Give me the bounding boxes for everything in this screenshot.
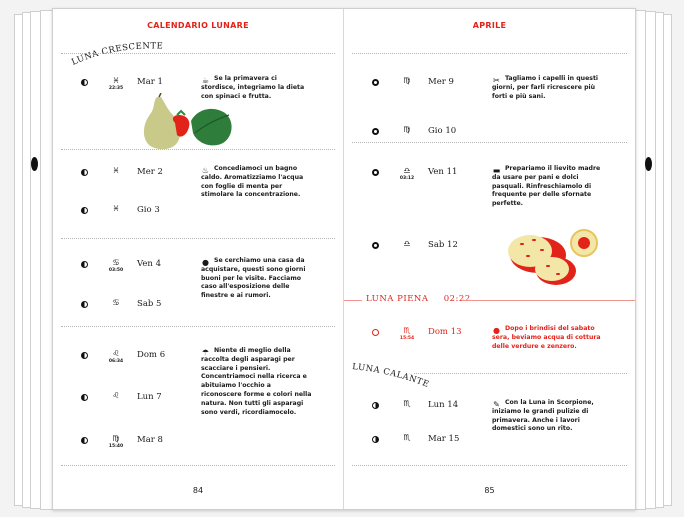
bread-icon: ▬ [492,166,501,175]
tip-text: Prepariamo il lievito madre da usare per pani e dolci pasquali. Rinfreschiamolo di frequente per delle sfornate perfette. [492,165,601,208]
day-label: Ven 4 [137,259,161,269]
zodiac-sign-icon: ♏ [403,326,411,335]
right-page-turn-tab[interactable] [645,157,652,171]
pear-strawberry-spinach-illustration [135,93,245,153]
day-label: Dom 6 [137,350,166,360]
scissors-icon: ✂ [493,76,500,85]
coin-icon: ● [202,258,209,267]
cup-icon: ☕ [201,76,210,85]
tip-text: Se la primavera ci stordisce, integriamo la dieta con spinaci e frutta. [201,75,305,100]
bath-icon: ♨ [201,166,210,175]
zodiac-sign-icon: ♌ [112,349,120,358]
page-number-left: 84 [192,486,204,495]
phase-full-name: LUNA PIENA [366,294,429,304]
day-label: Dom 13 [428,327,462,337]
divider [61,53,335,54]
left-page [53,9,343,509]
zodiac-sign-icon: ♌ [112,391,120,400]
first-quarter-moon-icon [81,437,88,444]
divider [352,53,627,54]
divider [414,373,627,374]
first-quarter-moon-icon [81,301,88,308]
zodiac-sign-icon: ♍ [403,76,411,85]
zodiac-sign-icon: ♍ [403,125,411,134]
zodiac-sign-icon: ♎ [403,166,411,175]
gibbous-moon-icon [372,79,379,86]
right-page [344,9,635,509]
full-moon-rule [462,300,635,301]
page-number-right: 85 [484,486,495,495]
tip-text: Niente di meglio della raccolta degli asparagi per scacciare i pensieri. Concentriamoci nella ricerca e abituiamo l'occhio a riconoscere forme e colori nella natura. Non tutti gli asparagi sono verdi, ricordiamocelo. [201,347,312,416]
full-moon-rule [344,300,362,301]
day-label: Mer 2 [137,167,163,177]
day-label: Lun 7 [137,392,162,402]
zodiac-sign-icon: ♎ [403,239,411,248]
day-label: Gio 10 [428,126,457,136]
zodiac-sign-icon: ♍ [112,434,120,443]
open-book [52,8,636,510]
phase-label-full [366,294,471,304]
tip-text: Concediamoci un bagno caldo. Aromatizziamo l'acqua con foglie di menta per stimolare la concentrazione. [201,165,304,199]
day-label: Sab 12 [428,240,458,250]
easter-bread-illustration [498,225,598,291]
zodiac-sign-icon: ♏ [403,433,411,442]
phase-label-waxing [67,31,177,71]
zodiac-sign-icon: ♓ [112,166,120,175]
day-label: Mar 1 [137,77,163,87]
zodiac-sign-icon: ♋ [112,298,120,307]
first-quarter-moon-icon [81,169,88,176]
full-moon-icon [372,329,379,336]
phase-label-waning [346,359,456,395]
divider [352,142,627,143]
tip-text: Se cerchiamo una casa da acquistare, questi sono giorni buoni per le visite. Facciamo caso all'esposizione delle finestre e ai rumori. [201,257,306,300]
sign-change-time: 03:50 [108,268,124,273]
gibbous-moon-icon [372,169,379,176]
sign-change-time: 22:35 [108,86,124,91]
running-head-left: CALENDARIO LUNARE [147,21,249,30]
zodiac-sign-icon: ♓ [112,204,120,213]
gibbous-moon-icon [372,128,379,135]
first-quarter-moon-icon [81,394,88,401]
first-quarter-moon-icon [81,352,88,359]
svg-text:LUNA CRESCENTE: LUNA CRESCENTE [70,41,164,68]
tip-text: Con la Luna in Scorpione, iniziamo le grandi pulizie di primavera. Anche i lavori domestici sono un rito. [492,399,594,433]
svg-text:LUNA CALANTE: LUNA CALANTE [351,362,431,391]
waning-moon-icon [372,436,379,443]
first-quarter-moon-icon [81,261,88,268]
day-label: Lun 14 [428,400,459,410]
tip-text: Dopo i brindisi del sabato sera, beviamo acqua di cottura delle verdure e zenzero. [492,325,601,350]
gibbous-moon-icon [372,242,379,249]
waning-moon-icon [372,402,379,409]
first-quarter-moon-icon [81,79,88,86]
day-label: Gio 3 [137,205,160,215]
sign-change-time: 15:54 [399,336,415,341]
divider [61,465,335,466]
divider [61,238,335,239]
running-head-right: APRILE [472,21,507,30]
sign-change-time: 15:40 [108,444,124,449]
sign-change-time: 03:12 [399,176,415,181]
first-quarter-moon-icon [81,207,88,214]
zodiac-sign-icon: ♋ [112,258,120,267]
mushroom-icon: ☂ [201,348,210,357]
drop-icon: ● [493,326,500,335]
day-label: Mar 15 [428,434,460,444]
day-label: Mar 8 [137,435,163,445]
zodiac-sign-icon: ♓ [112,76,120,85]
day-label: Sab 5 [137,299,162,309]
left-page-turn-tab[interactable] [31,157,38,171]
sign-change-time: 06:34 [108,359,124,364]
divider [352,465,627,466]
phase-full-time: 02:22 [443,294,471,304]
zodiac-sign-icon: ♏ [403,399,411,408]
day-label: Ven 11 [428,167,458,177]
divider [61,149,335,150]
day-label: Mer 9 [428,77,454,87]
divider [61,326,335,327]
brush-icon: ✎ [493,400,500,409]
tip-text: Tagliamo i capelli in questi giorni, per farli ricrescere più forti e più sani. [492,75,599,100]
